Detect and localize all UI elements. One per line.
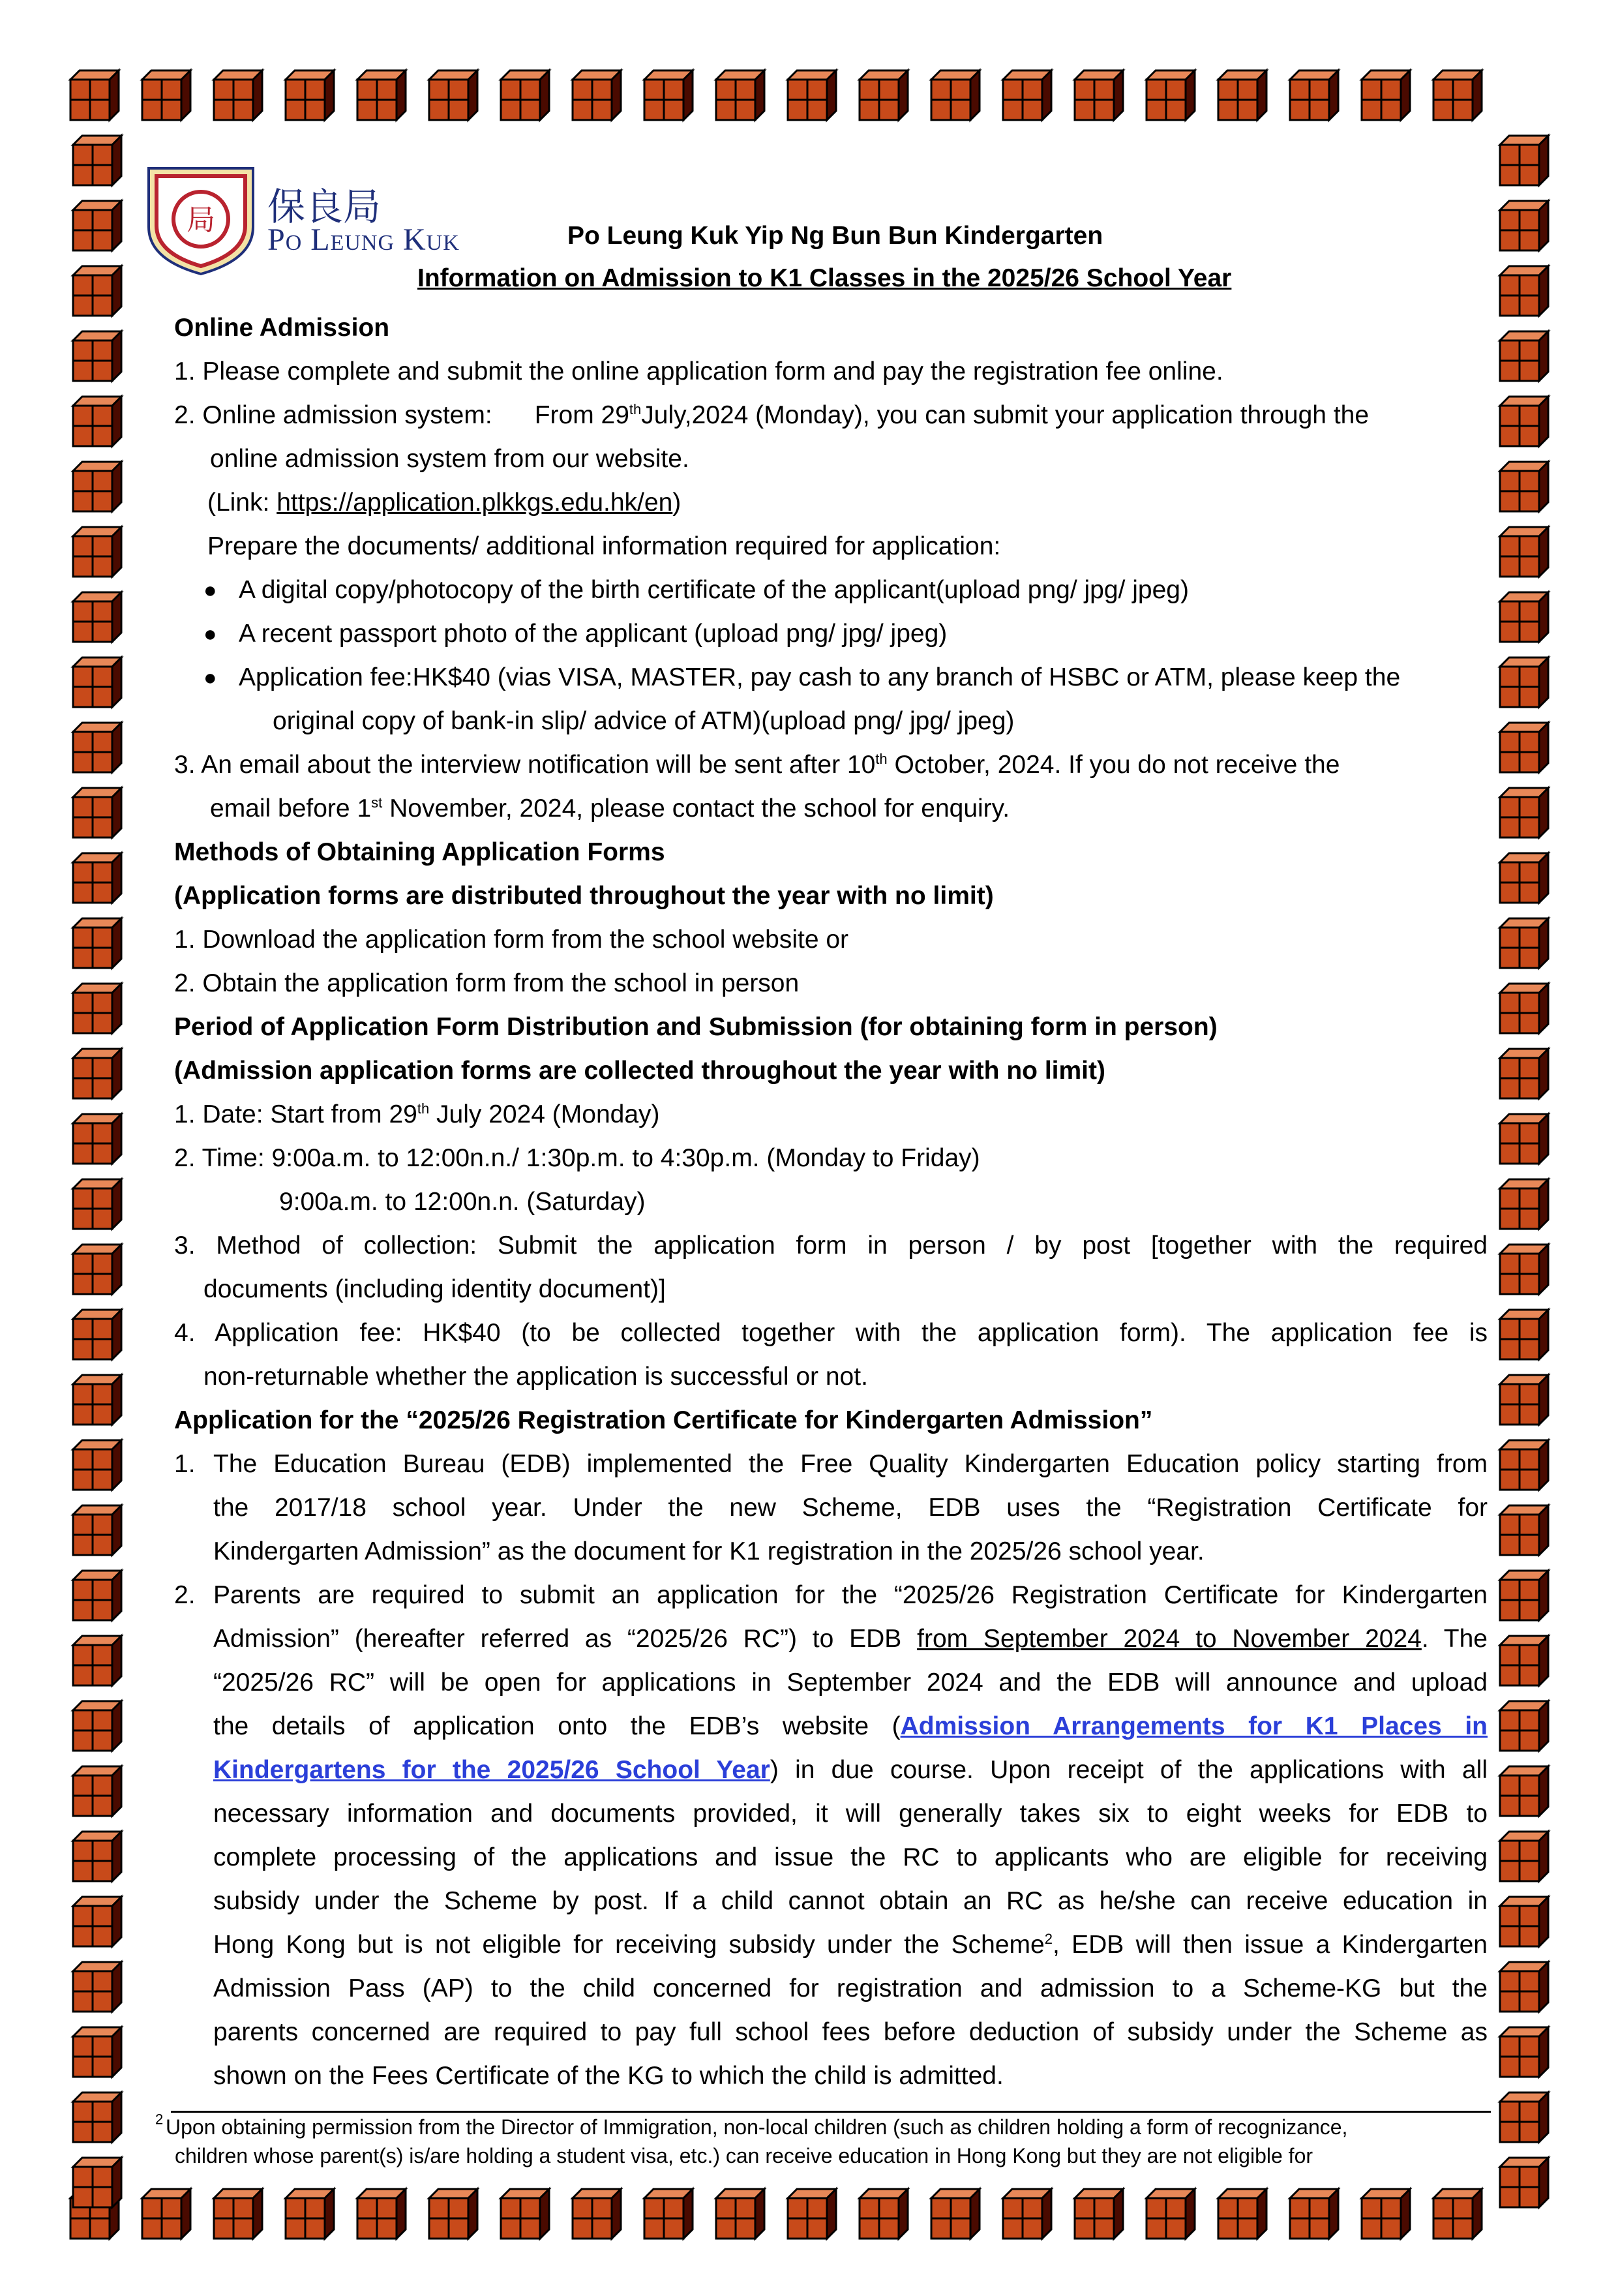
online-link-line: (Link: https://application.plkkgs.edu.hk/en) — [207, 489, 682, 517]
bullet-icon: ● — [203, 622, 217, 646]
rc-p2-line: Admission” (hereafter referred as “2025/26 RC”) to EDB from September 2024 to November 2024. The — [213, 1625, 1488, 1653]
logo-english-name: Po Leung Kuk — [267, 222, 460, 257]
rc-p2-line: Admission Pass (AP) to the child concerned for registration and admission to a Scheme-KG but the — [213, 1974, 1488, 2002]
online-admission-heading: Online Admission — [174, 314, 390, 342]
footnote-mark: 2 — [155, 2111, 164, 2128]
rc-p1-line: Kindergarten Admission” as the document for K1 registration in the 2025/26 school year. — [213, 1537, 1205, 1565]
methods-note: (Application forms are distributed throughout the year with no limit) — [174, 882, 994, 910]
rc-p2-line: parents concerned are required to pay full school fees before deduction of subsidy under the Scheme as — [213, 2018, 1488, 2046]
rc-p1-line: the 2017/18 school year. Under the new Scheme, EDB uses the “Registration Certificate for — [213, 1494, 1488, 1522]
footnote-line-2: children whose parent(s) is/are holding a student visa, etc.) can receive education in Hong Kong but they are not eligible for — [175, 2144, 1313, 2168]
online-item-3-cont: email before 1st November, 2024, please contact the school for enquiry. — [210, 794, 1010, 823]
rc-p2-line: subsidy under the Scheme by post. If a child cannot obtain an RC as he/she can receive education in — [213, 1887, 1488, 1915]
bullet-item-3-cont: original copy of bank-in slip/ advice of ATM)(upload png/ jpg/ jpeg) — [273, 707, 1015, 735]
online-item-2-cont: online admission system from our website. — [210, 445, 689, 473]
svg-text:局: 局 — [187, 204, 215, 237]
rc-p1-number: 1. — [174, 1450, 196, 1478]
footnote-divider — [171, 2111, 1491, 2113]
rc-p2-line: Parents are required to submit an application for the “2025/26 Registration Certificate for Kindergarten — [213, 1581, 1488, 1609]
edb-admission-arrangements-link[interactable]: Admission Arrangements for K1 Places in — [900, 1712, 1488, 1740]
bullet-item-1: A digital copy/photocopy of the birth certificate of the applicant(upload png/ jpg/ jpeg) — [239, 576, 1189, 604]
online-item-1: 1. Please complete and submit the online application form and pay the registration fee online. — [174, 357, 1223, 385]
period-note: (Admission application forms are collected throughout the year with no limit) — [174, 1057, 1105, 1085]
methods-item-1: 1. Download the application form from the school website or — [174, 926, 849, 954]
bullet-item-2: A recent passport photo of the applicant (upload png/ jpg/ jpeg) — [239, 620, 948, 648]
rc-p2-line: “2025/26 RC” will be open for applications in September 2024 and the EDB will announce and upload — [213, 1669, 1488, 1697]
footnote-line-1: Upon obtaining permission from the Director of Immigration, non-local children (such as children holding a form of recognizance, — [166, 2115, 1348, 2139]
logo-chinese-name: 保良局 — [267, 185, 382, 229]
bullet-icon: ● — [203, 578, 217, 603]
period-time-weekdays: 2. Time: 9:00a.m. to 12:00n.n./ 1:30p.m. to 4:30p.m. (Monday to Friday) — [174, 1144, 980, 1172]
period-heading: Period of Application Form Distribution and Submission (for obtaining form in person) — [174, 1013, 1218, 1041]
rc-heading: Application for the “2025/26 Registration Certificate for Kindergarten Admission” — [174, 1406, 1153, 1434]
prepare-documents-text: Prepare the documents/ additional information required for application: — [207, 532, 1001, 560]
bullet-icon: ● — [203, 665, 217, 690]
document-title: Information on Admission to K1 Classes in the 2025/26 School Year — [417, 264, 1232, 292]
rc-p2-line: the details of application onto the EDB’s website (Admission Arrangements for K1 Places in — [213, 1712, 1488, 1740]
period-item-4-cont: non-returnable whether the application is successful or not. — [203, 1363, 868, 1391]
methods-heading: Methods of Obtaining Application Forms — [174, 838, 665, 866]
edb-admission-arrangements-link-cont[interactable]: Kindergartens for the 2025/26 School Year — [213, 1756, 770, 1784]
period-item-3: 3. Method of collection: Submit the application form in person / by post [together with the required — [174, 1231, 1488, 1260]
rc-p2-line: Hong Kong but is not eligible for receiving subsidy under the Scheme$^2$, EDB will then issue a Kindergarten — [213, 1931, 1488, 1959]
rc-p2-number: 2. — [174, 1581, 196, 1609]
online-item-3: 3. An email about the interview notification will be sent after 10th October, 2024. If you do not receive the — [174, 751, 1340, 779]
rc-p2-line: complete processing of the applications and issue the RC to applicants who are eligible for receiving — [213, 1843, 1488, 1871]
methods-item-2: 2. Obtain the application form from the school in person — [174, 969, 800, 997]
rc-p2-line: shown on the Fees Certificate of the KG to which the child is admitted. — [213, 2062, 1004, 2090]
school-name: Po Leung Kuk Yip Ng Bun Bun Kindergarten — [567, 222, 1103, 250]
rc-p2-line: Kindergartens for the 2025/26 School Year) in due course. Upon receipt of the applications with all — [213, 1756, 1488, 1784]
online-item-2: 2. Online admission system: From 29thJuly,2024 (Monday), you can submit your application through the — [174, 401, 1370, 429]
period-item-3-cont: documents (including identity document)] — [203, 1275, 666, 1303]
application-link[interactable]: https://application.plkkgs.edu.hk/en — [277, 489, 673, 517]
period-time-saturday: 9:00a.m. to 12:00n.n. (Saturday) — [279, 1188, 646, 1216]
bullet-item-3: Application fee:HK$40 (vias VISA, MASTER, pay cash to any branch of HSBC or ATM, please keep the — [239, 663, 1401, 691]
period-item-4: 4. Application fee: HK$40 (to be collected together with the application form). The application fee is — [174, 1319, 1488, 1347]
rc-p2-line: necessary information and documents provided, it will generally takes six to eight weeks for EDB to — [213, 1800, 1488, 1828]
rc-p1-line: The Education Bureau (EDB) implemented the Free Quality Kindergarten Education policy starting from — [213, 1450, 1488, 1478]
period-date: 1. Date: Start from 29th July 2024 (Monday) — [174, 1100, 660, 1128]
